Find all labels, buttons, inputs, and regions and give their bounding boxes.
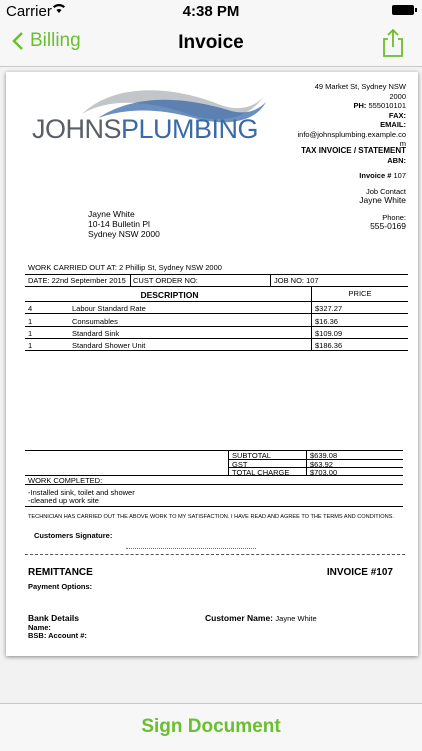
bill-to-address (88, 209, 160, 239)
work-completed-line: -Installed sink, toilet and shower (28, 488, 135, 497)
bill-to-street: 10-14 Bulletin Pl (88, 219, 150, 229)
item-qty: 1 (28, 341, 33, 350)
email-label: EMAIL: (380, 120, 406, 129)
back-button-label: Billing (30, 30, 81, 51)
signature-label: Customers Signature: (34, 531, 113, 540)
phone-value: 555-0169 (370, 221, 406, 231)
invoice-date: DATE: 22nd September 2015 (28, 276, 126, 285)
customer-name-label: Customer Name: (205, 613, 274, 623)
abn-label: ABN: (387, 156, 406, 165)
nav-title: Invoice (178, 32, 244, 53)
bsb-account-label: BSB: Account #: (28, 631, 87, 640)
sign-document-button[interactable]: Sign Document (141, 716, 281, 737)
item-qty: 4 (28, 304, 33, 313)
bottom-toolbar (0, 703, 422, 751)
fax-label: FAX: (388, 110, 406, 120)
work-completed-line: -cleaned up work site (28, 496, 99, 505)
subtotal-value: $639.08 (310, 451, 338, 460)
company-phone (296, 101, 406, 111)
item-price: $16.36 (315, 317, 338, 326)
logo-text-johns: JOHNS (32, 114, 122, 144)
bill-to-city: Sydney NSW 2000 (88, 229, 160, 239)
job-contact-label: Job Contact (365, 187, 406, 196)
address-line-1: 49 Market St, Sydney NSW (314, 82, 406, 91)
invoice-number-value: 107 (393, 171, 406, 180)
bill-to-name: Jayne White (88, 209, 135, 219)
remittance-invoice-number: INVOICE #107 (326, 567, 393, 578)
address-line-2: 2000 (389, 91, 406, 101)
ph-value: 555010101 (368, 101, 406, 110)
remittance-title: REMITTANCE (28, 567, 93, 578)
item-price: $327.27 (315, 304, 343, 313)
item-qty: 1 (28, 317, 33, 326)
item-price: $109.09 (315, 329, 343, 338)
customer-name-value: Jayne White (275, 614, 317, 623)
signature-line (126, 548, 256, 549)
bank-name-label: Name: (28, 623, 51, 632)
invoice-number (359, 171, 406, 180)
declaration-text: TECHNICIAN HAS CARRIED OUT THE ABOVE WORK TO MY SATISFACTION. I HAVE READ AND AGREE TO THE TERMS AND CONDITIONS. (28, 514, 394, 520)
item-description: Labour Standard Rate (72, 304, 146, 313)
price-header: PRICE (348, 289, 372, 298)
job-contact-name: Jayne White (359, 195, 406, 205)
navigation-bar (0, 22, 422, 67)
invoice-number-label: Invoice # (359, 171, 392, 180)
ph-label: PH: (353, 101, 367, 110)
bank-details-label: Bank Details (28, 613, 80, 623)
payment-options-label: Payment Options: (28, 582, 93, 591)
email-line-2: m (399, 139, 406, 148)
status-bar (0, 0, 422, 22)
work-carried-out: WORK CARRIED OUT AT: 2 Phillip St, Sydney NSW 2000 (28, 263, 222, 272)
share-button[interactable] (382, 28, 404, 63)
logo-text-plumbing: PLUMBING (121, 114, 259, 144)
job-number: JOB NO: 107 (274, 276, 319, 285)
work-completed-label: WORK COMPLETED: (28, 476, 103, 485)
item-qty: 1 (28, 329, 33, 338)
description-header: DESCRIPTION (140, 290, 199, 300)
email-line-1: info@johnsplumbing.example.co (297, 129, 406, 139)
share-icon (382, 28, 404, 58)
item-description: Standard Sink (72, 329, 120, 338)
phone-label: Phone: (382, 213, 406, 222)
status-time: 4:38 PM (182, 3, 240, 20)
tear-line (25, 554, 405, 555)
gst-value: $63.92 (310, 460, 333, 469)
gst-label: GST (232, 460, 248, 469)
carrier-label: Carrier (6, 3, 52, 20)
total-value: $703.00 (310, 468, 338, 477)
item-price: $186.36 (315, 341, 343, 350)
item-description: Standard Shower Unit (72, 341, 146, 350)
tax-invoice-title: TAX INVOICE / STATEMENT (301, 146, 406, 155)
company-address (296, 82, 406, 149)
item-description: Consumables (72, 317, 118, 326)
customer-name (205, 613, 317, 623)
company-logo (32, 84, 272, 144)
total-label: TOTAL CHARGE (232, 468, 290, 477)
cust-order-no: CUST ORDER NO: (133, 276, 198, 285)
subtotal-label: SUBTOTAL (232, 451, 271, 460)
battery-icon (392, 5, 414, 15)
invoice-document (6, 72, 418, 656)
